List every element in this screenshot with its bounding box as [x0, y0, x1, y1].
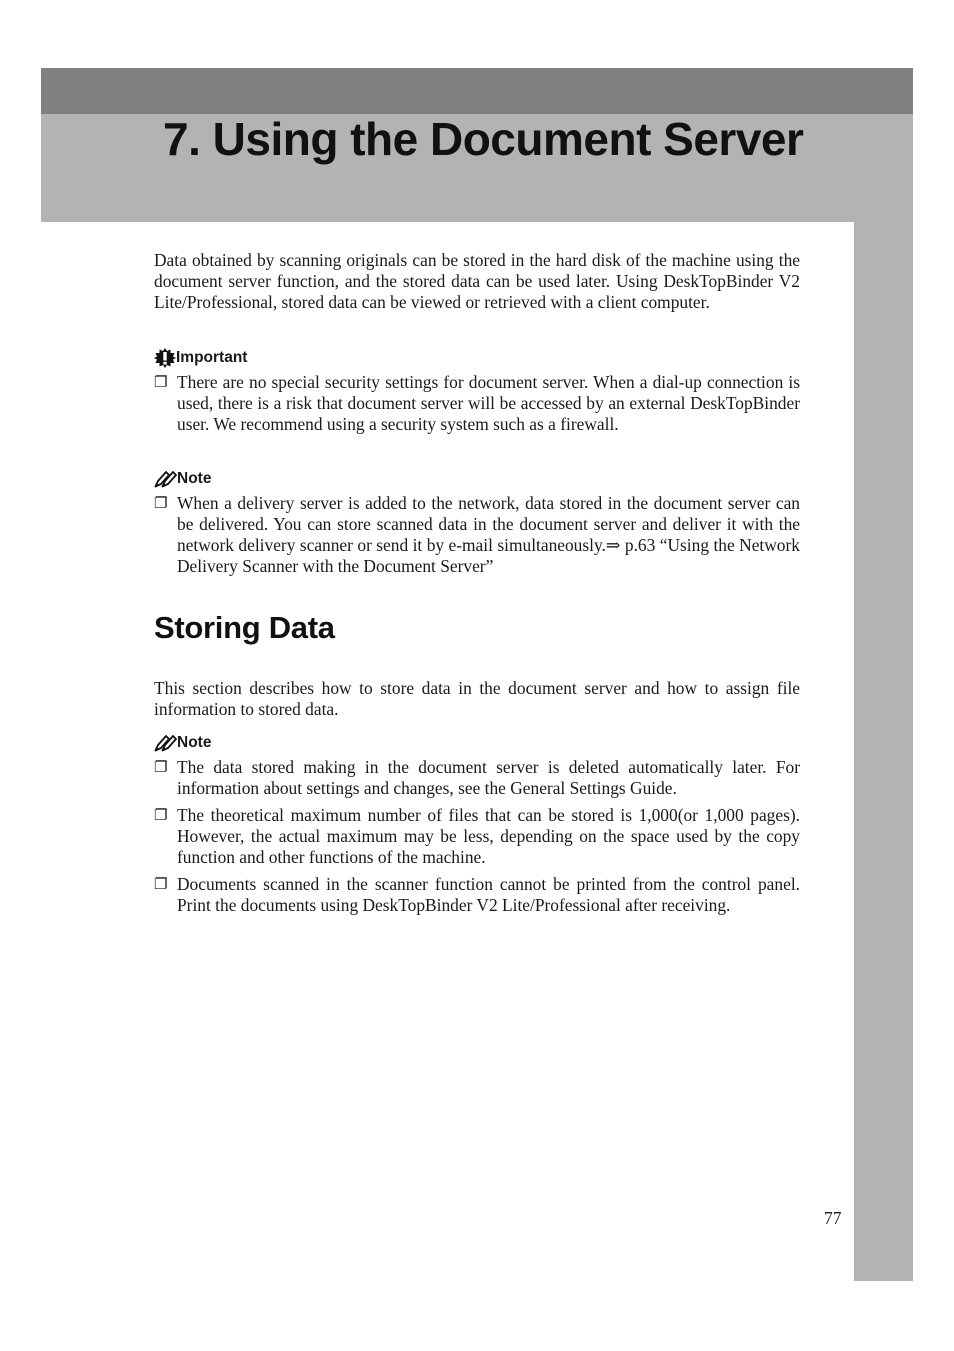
note-label: Note — [177, 734, 212, 751]
important-label-row — [154, 348, 800, 368]
storing-data-heading-block — [154, 608, 800, 648]
chapter-title: 7. Using the Document Server — [163, 113, 804, 165]
note-block-1 — [154, 469, 800, 577]
checkbox-bullet-icon: ❐ — [154, 494, 168, 512]
note-pencil-icon — [154, 733, 177, 753]
note-label-row — [154, 733, 800, 753]
important-icon — [154, 348, 176, 368]
chapter-band-dark — [41, 68, 913, 114]
note-label: Note — [177, 470, 212, 487]
list-item: ❐ The data stored making in the document server is deleted automatically later. For information about settings and changes, see the General Settings Guide. — [154, 757, 800, 798]
note-list-2 — [154, 757, 800, 916]
important-block — [154, 348, 800, 435]
checkbox-bullet-icon: ❐ — [154, 758, 168, 776]
note-label-row — [154, 469, 800, 489]
section-intro-block — [154, 678, 800, 720]
page-number: 77 — [824, 1208, 842, 1228]
important-label: Important — [176, 349, 248, 366]
section-intro-paragraph: This section describes how to store data in the document server and how to assign file information to stored data. — [154, 678, 800, 719]
side-tab-bar — [854, 222, 913, 1281]
list-item: ❐ Documents scanned in the scanner function cannot be printed from the control panel. Print the documents using DeskTopBinder V2 Lite/Professional after receiving. — [154, 874, 800, 915]
intro-block — [154, 250, 800, 313]
note-block-2 — [154, 733, 800, 916]
note-list-1 — [154, 493, 800, 577]
checkbox-bullet-icon: ❐ — [154, 875, 168, 893]
list-item: ❐ When a delivery server is added to the network, data stored in the document server can be delivered. You can store scanned data in the document server and deliver it with the network delivery scanner or send it by e-mail simultaneously.⇒ p.63 “Using the Network Delivery Scanner with the Document Server” — [154, 493, 800, 576]
intro-paragraph: Data obtained by scanning originals can be stored in the hard disk of the machine using the document server function, and the stored data can be used later. Using DeskTopBinder V2 Lite/Professional, stored data can be viewed or retrieved with a client computer. — [154, 250, 800, 312]
checkbox-bullet-icon: ❐ — [154, 806, 168, 824]
section-heading: Storing Data — [154, 610, 335, 645]
important-list — [154, 372, 800, 435]
list-item: ❐ There are no special security settings for document server. When a dial-up connection is used, there is a risk that document server will be accessed by an external DeskTopBinder user. We recommend using a security system such as a firewall. — [154, 372, 800, 434]
checkbox-bullet-icon: ❐ — [154, 373, 168, 391]
list-item: ❐ The theoretical maximum number of files that can be stored is 1,000(or 1,000 pages). However, the actual maximum may be less, depending on the space used by the copy function and other functions of the machine. — [154, 805, 800, 867]
note-pencil-icon — [154, 469, 177, 489]
